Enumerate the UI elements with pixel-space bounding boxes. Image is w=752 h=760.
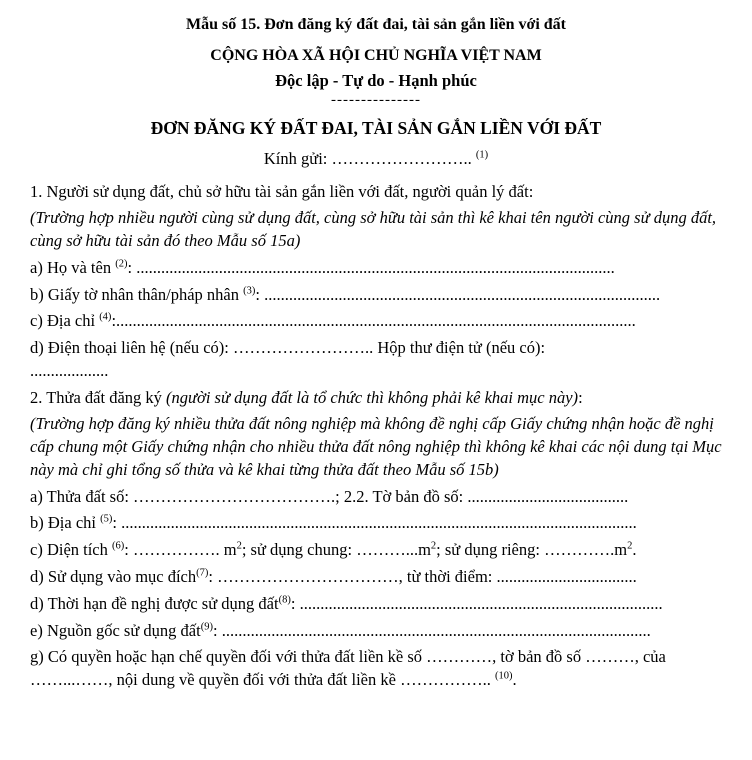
text-segment: , của	[634, 647, 666, 667]
superscript-ref: (1)	[475, 149, 489, 161]
dotted-blank: .......................................	[467, 486, 629, 506]
text-segment: a) Họ và tên	[30, 257, 116, 277]
dotted-blank: ……...……	[30, 670, 109, 690]
superscript-ref: (9)	[200, 621, 213, 633]
dotted-blank: ……………………………	[217, 567, 399, 586]
superscript-ref: (8)	[278, 594, 291, 606]
text-segment: .	[632, 540, 637, 560]
text-segment: ; sử dụng chung:	[241, 540, 357, 560]
dotted-blank: ……………..	[400, 670, 495, 690]
section-1-heading	[30, 181, 722, 204]
field-thoi-han-su-dung	[30, 593, 722, 616]
field-dien-thoai-email	[30, 337, 722, 383]
field-giay-to-nhan-than	[30, 284, 722, 307]
superscript-ref: (7)	[196, 567, 209, 579]
dotted-blank: ……………………………….	[133, 486, 336, 506]
dotted-blank: …………….	[132, 540, 220, 560]
field-nguon-goc-su-dung	[30, 620, 722, 643]
dotted-blank: ........................................................................................	[299, 593, 663, 613]
superscript-ref: (2)	[115, 258, 128, 270]
text-segment: b) Giấy tờ nhân thân/pháp nhân	[30, 284, 244, 304]
field-dia-chi-thua-dat	[30, 512, 722, 535]
text-segment: d) Thời hạn đề nghị được sử dụng đất	[30, 593, 279, 613]
text-segment: b) Địa chỉ	[30, 513, 101, 533]
text-segment: 1. Người sử dụng đất, chủ sở hữu tài sản gắn liền với đất, người quản lý đất:	[30, 181, 534, 201]
text-segment: :	[208, 567, 218, 586]
field-dien-tich	[30, 539, 722, 562]
dotted-blank: ……………………..	[331, 148, 476, 168]
text-segment: d) Điện thoại liên hệ (nếu có):	[30, 338, 233, 358]
superscript-ref: (5)	[100, 513, 113, 525]
text-segment: 2. Thửa đất đăng ký	[30, 387, 167, 407]
dotted-blank: ..................................	[496, 567, 637, 586]
text-segment: , từ thời điểm:	[398, 567, 497, 586]
text-segment: c) Diện tích	[30, 540, 113, 560]
dotted-blank: ...................	[30, 360, 109, 380]
text-segment: m	[614, 540, 628, 560]
text-segment: (Trường hợp nhiều người cùng sử dụng đất, cùng sở hữu tài sản thì kê khai tên người cùng sử dụng đất, cùng sở hữu tài sản đó theo Mẫu số 15a)	[30, 208, 717, 251]
text-segment: e) Nguồn gốc sử dụng đất	[30, 620, 201, 640]
national-name: CỘNG HÒA XÃ HỘI CHỦ NGHĨA VIỆT NAM	[210, 47, 542, 65]
field-muc-dich-su-dung	[30, 566, 722, 589]
section-1-note	[30, 207, 722, 253]
dotted-blank: ………	[585, 647, 635, 667]
superscript-ref: (10)	[494, 670, 513, 682]
text-segment: :	[255, 284, 265, 304]
form-number-line: Mẫu số 15. Đơn đăng ký đất đai, tài sản gắn liền với đất	[185, 16, 567, 33]
text-segment: :	[212, 620, 222, 640]
text-segment: :	[112, 513, 122, 533]
dotted-blank: ………...	[356, 540, 419, 560]
text-segment: Hộp thư điện tử (nếu có):	[373, 338, 546, 358]
dotted-blank: ................................................................................................	[264, 284, 661, 304]
text-segment: , tờ bản đồ số	[492, 647, 586, 667]
text-segment: :	[578, 387, 583, 407]
motto-divider: ---------------	[331, 91, 421, 108]
section-2-heading	[30, 387, 722, 410]
dotted-blank: ........................................................................................................	[221, 620, 651, 640]
superscript-ref: 2	[430, 540, 437, 552]
superscript-ref: 2	[627, 540, 633, 552]
text-segment: .	[512, 670, 517, 690]
dotted-blank: …………	[426, 647, 493, 667]
text-segment: :	[127, 257, 137, 277]
text-segment: :	[124, 540, 133, 560]
text-segment: a) Thửa đất số:	[30, 486, 134, 506]
dotted-blank: ....................................................................................................................	[136, 257, 615, 277]
dotted-blank: ……………………..	[232, 338, 374, 358]
dotted-blank: ………….	[544, 540, 615, 560]
text-segment: c) Địa chỉ	[30, 311, 100, 331]
text-segment: g) Có quyền hoặc hạn chế quyền đối với thửa đất liền kề số	[30, 647, 427, 667]
text-segment: m	[219, 540, 237, 560]
field-thua-dat-so	[30, 486, 722, 509]
superscript-ref: (6)	[112, 540, 125, 552]
field-ho-va-ten	[30, 257, 722, 280]
text-segment: d) Sử dụng vào mục đích	[30, 567, 197, 586]
kinh-gui-line	[30, 148, 722, 171]
text-segment: m	[418, 540, 431, 560]
superscript-ref: (4)	[99, 311, 112, 323]
text-segment: (Trường hợp đăng ký nhiều thửa đất nông nghiệp mà không đề nghị cấp Giấy chứng nhận hoặc đề nghị cấp chung một Giấy chứng nhận cho nhiều thửa đất nông nghiệp thì không kê khai các nội dung tại Mục này mà chỉ ghi tổng số thửa và kê khai từng thửa đất theo Mẫu số 15b)	[30, 414, 722, 479]
text-segment: :	[290, 593, 300, 613]
superscript-ref: 2	[236, 540, 242, 552]
text-segment: ; 2.2. Tờ bản đồ số:	[335, 486, 468, 506]
text-segment: ; sử dụng riêng:	[436, 540, 545, 560]
text-segment: Kính gửi:	[263, 148, 332, 168]
document-body	[30, 181, 722, 692]
text-segment: , nội dung về quyền đối với thửa đất liền kề	[108, 670, 401, 690]
dotted-blank: .............................................................................................................................	[121, 513, 637, 533]
text-segment: :	[111, 311, 117, 331]
field-quyen-thua-dat-lien-ke	[30, 646, 722, 692]
section-2-note	[30, 413, 722, 481]
document-title: ĐƠN ĐĂNG KÝ ĐẤT ĐAI, TÀI SẢN GẮN LIỀN VỚI ĐẤT	[150, 117, 602, 138]
dotted-blank: ..............................................................................................................................	[116, 311, 636, 331]
national-motto: Độc lập - Tự do - Hạnh phúc	[275, 71, 477, 91]
italic-note-text: (người sử dụng đất là tổ chức thì không phải kê khai mục này)	[166, 387, 579, 407]
superscript-ref: (3)	[243, 285, 256, 297]
field-dia-chi	[30, 310, 722, 333]
